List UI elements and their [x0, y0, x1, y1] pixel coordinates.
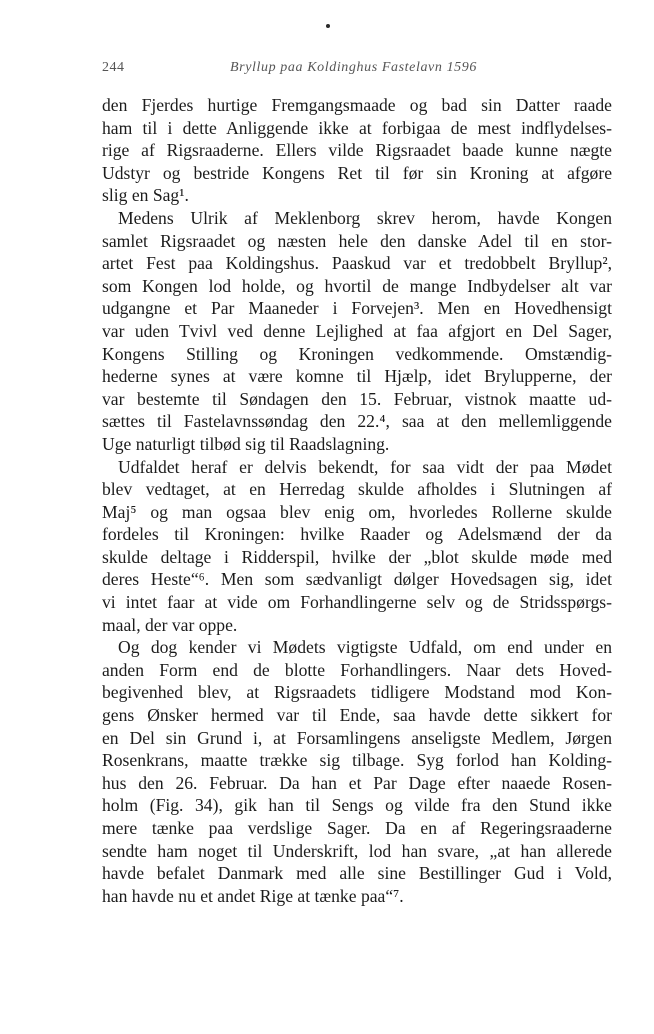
- text-line: fordeles til Kroningen: hvilke Raader og Adelsmænd der da: [102, 524, 612, 545]
- text-line: mere tænke paa verdslige Sager. Da en af Regeringsraaderne: [102, 818, 612, 838]
- running-head: [102, 58, 572, 78]
- text-line: Medens Ulrik af Meklenborg skrev herom, havde Kongen: [118, 207, 612, 228]
- text-line: deres Heste“⁶. Men som sædvanligt dølger Hovedsagen sig, idet: [102, 569, 612, 590]
- paragraph-1: [102, 94, 612, 207]
- text-line: Kongens Stilling og Kroningen vedkommende. Omstændig-: [102, 343, 612, 364]
- text-line: gens Ønsker hermed var til Ende, saa havde dette sikkert for: [102, 705, 612, 726]
- text-line: artet Fest paa Koldingshus. Paaskud var et tredobbelt Bryllup²,: [102, 253, 612, 274]
- text-line: skulde deltage i Ridderspil, hvilke der „blot skulde møde med: [102, 546, 612, 567]
- text-line: Udstyr og bestride Kongens Ret til før sin Kroning at afgøre: [102, 162, 612, 183]
- text-line: samlet Rigsraadet og næsten hele den danske Adel til en stor-: [102, 230, 612, 251]
- text-line: begivenhed blev, at Rigsraadets tidligere Modstand mod Kon-: [102, 682, 612, 703]
- text-line: hederne synes at være komne til Hjælp, idet Brylupperne, der: [102, 366, 612, 387]
- text-line: maal, der var oppe.: [102, 614, 238, 635]
- text-line: ham til i dette Anliggende ikke at forbigaa de mest indflydelses-: [102, 117, 612, 138]
- text-line: blev vedtaget, at en Herredag skulde afholdes i Slutningen af: [102, 479, 612, 500]
- text-line: havde befalet Danmark med alle sine Bestillinger Gud i Vold,: [102, 863, 612, 884]
- text-line: var bestemte til Søndagen den 15. Februar, vistnok maatte ud-: [102, 388, 612, 409]
- print-mark: [326, 24, 330, 28]
- text-line: sættes til Fastelavnssøndag den 22.⁴, saa at den mellemliggende: [102, 411, 612, 432]
- paragraph-3: [102, 456, 612, 637]
- page-number: 244: [102, 60, 125, 75]
- text-line: han havde nu et andet Rige at tænke paa“⁷.: [102, 885, 404, 906]
- text-line: Rosenkrans, maatte trække sig tilbage. Syg forlod han Kolding-: [102, 750, 612, 771]
- text-line: Udfaldet heraf er delvis bekendt, for saa vidt der paa Mødet: [118, 456, 612, 477]
- text-line: Maj⁵ og man ogsaa blev enig om, hvorledes Rollerne skulde: [102, 501, 612, 522]
- text-line: den Fjerdes hurtige Fremgangsmaade og bad sin Datter raade: [102, 95, 612, 115]
- text-line: sendte ham noget til Underskrift, lod han svare, „at han allerede: [102, 840, 612, 861]
- text-line: anden Form end de blotte Forhandlingers. Naar dets Hoved-: [102, 659, 612, 680]
- text-line: rige af Rigsraaderne. Ellers vilde Rigsraadet baade kunne nægte: [102, 140, 612, 161]
- text-line: udgangne et Par Maaneder i Forvejen³. Men en Hovedhensigt: [102, 298, 612, 319]
- body-text: [102, 94, 612, 907]
- text-line: hus den 26. Februar. Da han et Par Dage efter naaede Rosen-: [102, 772, 612, 793]
- paragraph-4: [102, 636, 612, 907]
- paragraph-2: [102, 207, 612, 456]
- text-line: som Kongen lod holde, og hvortil de mange Indbydelser alt var: [102, 275, 612, 296]
- text-line: Uge naturligt tilbød sig til Raadslagning.: [102, 433, 390, 454]
- text-line: en Del sin Grund i, at Forsamlingens anseligste Medlem, Jørgen: [102, 727, 612, 748]
- text-line: Og dog kender vi Mødets vigtigste Udfald, om end under en: [118, 637, 612, 658]
- text-line: slig en Sag¹.: [102, 185, 189, 206]
- text-line: holm (Fig. 34), gik han til Sengs og vilde fra den Stund ikke: [102, 795, 612, 816]
- running-title: Bryllup paa Koldinghus Fastelavn 1596: [230, 60, 477, 75]
- text-line: var uden Tvivl ved denne Lejlighed at faa afgjort en Del Sager,: [102, 320, 612, 341]
- text-line: vi intet faar at vide om Forhandlingerne selv og de Stridsspørgs-: [102, 592, 612, 613]
